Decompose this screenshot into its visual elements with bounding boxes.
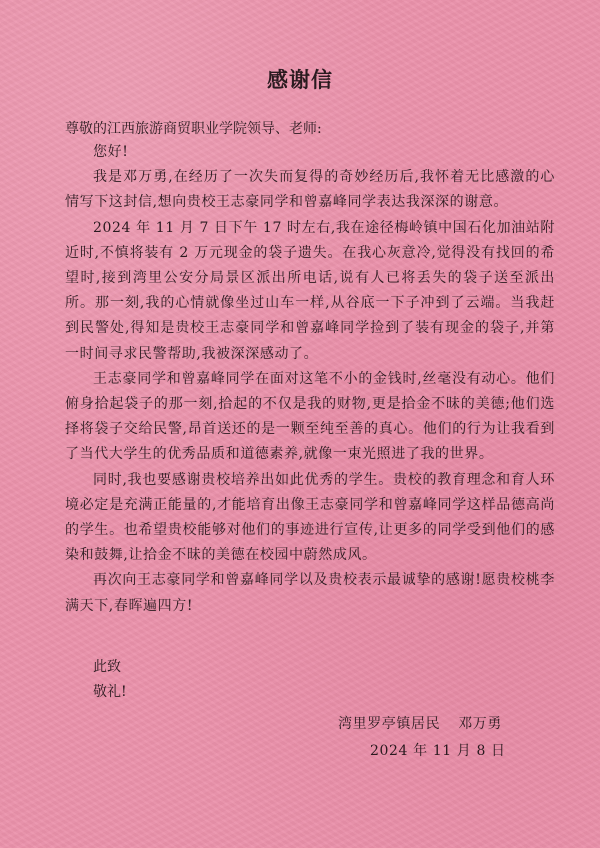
greeting: 您好!: [93, 144, 129, 160]
signature: [338, 713, 502, 733]
paragraph-5: 再次向王志豪同学和曾嘉峰同学以及贵校表示最诚挚的感谢!愿贵校桃李满天下,春晖遍四方!: [65, 572, 555, 614]
paragraph-2: 2024 年 11 月 7 日下午 17 时左右,我在途径梅岭镇中国石化加油站附近时,不慎将装有 2 万元现金的袋子遗失。在我心灰意冷,觉得没有找回的希望时,接到湾里公安分局景区派出所电话,说有人已将丢失的袋子送至派出所。那一刻,我的心情就像坐过山车一样,从谷底一下子冲到了云端。当我赶到民警处,得知是贵校王志豪同学和曾嘉峰同学捡到了装有现金的袋子,并第一时间寻求民警帮助,我被深深感动了。: [65, 219, 555, 362]
letter-body: [65, 140, 555, 619]
closing-salute: 敬礼!: [93, 684, 127, 700]
signature-place: 湾里罗亭镇居民: [338, 716, 441, 732]
letter-date: 2024 年 11 月 8 日: [370, 743, 506, 759]
signature-name: 邓万勇: [458, 716, 503, 732]
paragraph-4: 同时,我也要感谢贵校培养出如此优秀的学生。贵校的教育理念和育人环境必定是充满正能量的,才能培育出像王志豪同学和曾嘉峰同学这样品德高尚的学生。也希望贵校能够对他们的事迹进行宣传,让更多的同学受到他们的感染和鼓舞,让拾金不昧的美德在校园中蔚然成风。: [65, 471, 555, 564]
closing-phrase: 此致: [93, 659, 121, 675]
letter-title: 感谢信: [267, 67, 333, 92]
paragraph-1: 我是邓万勇,在经历了一次失而复得的奇妙经历后,我怀着无比感激的心情写下这封信,想向贵校王志豪同学和曾嘉峰同学表达我深深的谢意。: [65, 169, 555, 211]
letter-salutation: 尊敬的江西旅游商贸职业学院领导、老师:: [65, 121, 322, 137]
paragraph-3: 王志豪同学和曾嘉峰同学在面对这笔不小的金钱时,丝毫没有动心。他们俯身拾起袋子的那一刻,拾起的不仅是我的财物,更是拾金不昧的美德;他们选择将袋子交给民警,昂首送还的是一颗至纯至善的真心。他们的行为让我看到了当代大学生的优秀品质和道德素养,就像一束光照进了我的世界。: [65, 370, 555, 463]
